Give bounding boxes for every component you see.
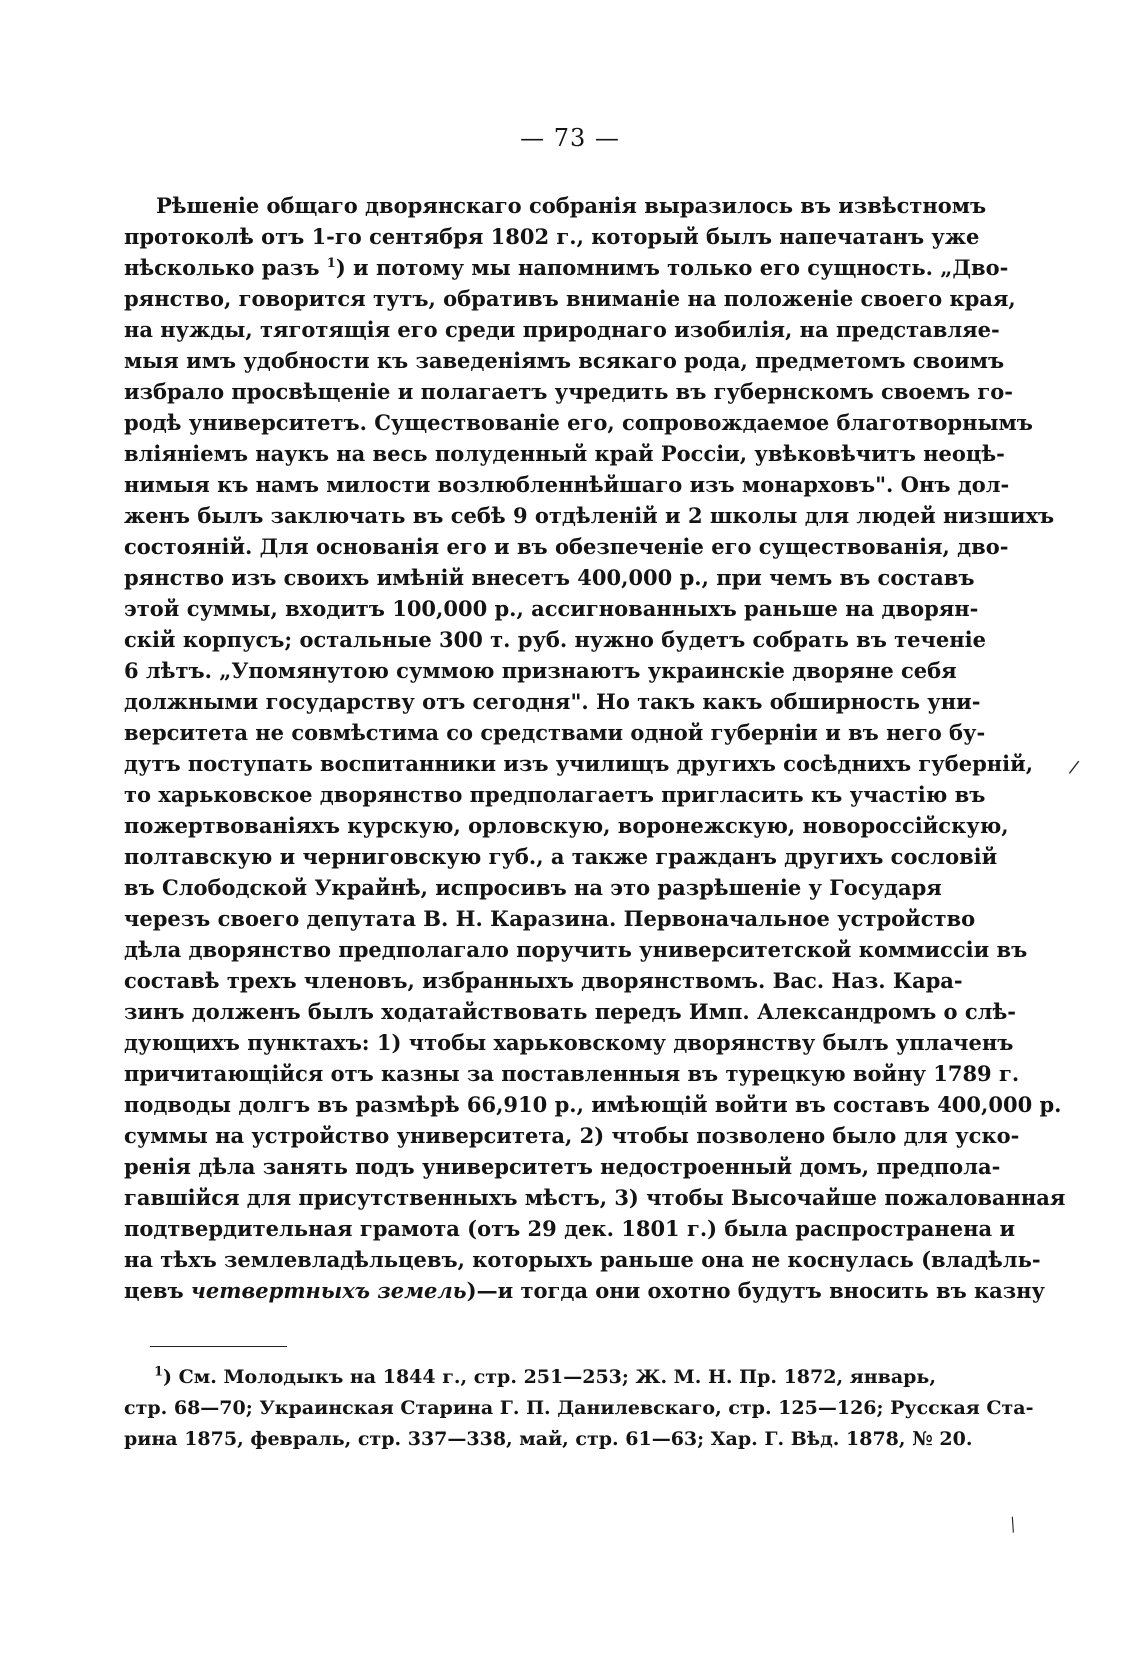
text-line: скій корпусъ; остальные 300 т. руб. нужно будетъ собрать въ теченіе	[124, 627, 986, 652]
text-line: мыя имъ удобности къ заведеніямъ всякаго рода, предметомъ своимъ	[124, 348, 1005, 373]
text-line: причитающійся отъ казны за поставленныя въ турецкую войну 1789 г.	[124, 1061, 1020, 1086]
text-line: пожертвованіяхъ курскую, орловскую, воронежскую, новороссійскую,	[124, 813, 1009, 838]
text-line: должными государству отъ сегодня". Но такъ какъ обширность уни-	[124, 689, 981, 714]
text-line: 6 лѣтъ. „Упомянутою суммою признаютъ украинскіе дворяне себя	[124, 658, 957, 683]
text-fragment: ) См. Молодыкъ на 1844 г., стр. 251—253; Ж. М. Н. Пр. 1872, январь,	[163, 1366, 936, 1388]
text-line: рянство, говорится тутъ, обративъ вниманіе на положеніе своего края,	[124, 286, 1016, 311]
text-line: дующихъ пунктахъ: 1) чтобы харьковскому дворянству былъ уплаченъ	[124, 1030, 1014, 1055]
text-line: женъ былъ заключать въ себѣ 9 отдѣленій и 2 школы для людей низшихъ	[124, 503, 1055, 528]
text-line: Рѣшеніе общаго дворянскаго собранія выразилось въ извѣстномъ	[156, 193, 987, 218]
text-line: состояній. Для основанія его и въ обезпеченіе его существованія, дво-	[124, 534, 1009, 559]
text-line: суммы на устройство университета, 2) чтобы позволено было для уско-	[124, 1123, 1020, 1148]
text-line: этой суммы, входитъ 100,000 р., ассигнованныхъ раньше на дворян-	[124, 596, 979, 621]
text-line: черезъ своего депутата В. Н. Каразина. Первоначальное устройство	[124, 906, 976, 931]
text-line: составѣ трехъ членовъ, избранныхъ дворянствомъ. Вас. Наз. Кара-	[124, 968, 963, 993]
text-line: на тѣхъ землевладѣльцевъ, которыхъ раньше она не коснулась (владѣль-	[124, 1247, 1041, 1272]
text-line	[124, 1275, 1045, 1306]
footnote-marker: 1	[154, 1364, 164, 1380]
text-line: избрало просвѣщеніе и полагаетъ учредить въ губернскомъ своемъ го-	[124, 379, 1014, 404]
text-line: протоколѣ отъ 1-го сентября 1802 г., который былъ напечатанъ уже	[124, 224, 980, 249]
text-line: подводы долгъ въ размѣрѣ 66,910 р., имѣющій войти въ составъ 400,000 р.	[124, 1092, 1062, 1117]
text-line: подтвердительная грамота (отъ 29 дек. 1801 г.) была распространена и	[124, 1216, 1016, 1241]
text-line: дѣла дворянство предполагало поручить университетской коммиссіи въ	[124, 937, 1028, 962]
footnote-reference: 1	[326, 256, 336, 271]
text-line: гавшійся для присутственныхъ мѣстъ, 3) чтобы Высочайше пожалованная	[124, 1185, 1066, 1210]
text-fragment: цевъ	[124, 1278, 191, 1303]
text-fragment: нѣсколько разъ	[124, 255, 327, 280]
text-line: родѣ университетъ. Существованіе его, сопровождаемое благотворнымъ	[124, 410, 1033, 435]
footnote-line	[124, 1362, 936, 1393]
main-text-block	[124, 190, 1066, 1306]
margin-pencil-mark: /	[1067, 756, 1081, 779]
text-line: то харьковское дворянство предполагаетъ пригласить къ участію въ	[124, 782, 986, 807]
text-line	[124, 252, 1009, 283]
text-line: полтавскую и черниговскую губ., а также гражданъ другихъ сословій	[124, 844, 998, 869]
text-fragment: ) и потому мы напомнимъ только его сущность. „Дво-	[335, 255, 1009, 280]
text-line: нимыя къ намъ милости возлюбленнѣйшаго изъ монарховъ". Онъ дол-	[124, 472, 1010, 497]
page-number: — 73 —	[520, 124, 620, 152]
text-line: ренія дѣла занять подъ университетъ недостроенный домъ, предпола-	[124, 1154, 1001, 1179]
italic-text: четвертныхъ земель	[190, 1278, 467, 1303]
text-line: вліяніемъ наукъ на весь полуденный край Россіи, увѣковѣчитъ неоцѣ-	[124, 441, 1005, 466]
text-line: на нужды, тяготящія его среди природнаго изобилія, на представляе-	[124, 317, 1000, 342]
footnotes-block	[124, 1362, 1034, 1455]
text-line: рянство изъ своихъ имѣній внесетъ 400,000 р., при чемъ въ составъ	[124, 565, 975, 590]
text-line: дутъ поступать воспитанники изъ училищъ другихъ сосѣднихъ губерній,	[124, 751, 1034, 776]
text-fragment: )—и тогда они охотно будутъ вносить въ казну	[466, 1278, 1045, 1303]
footnote-separator	[150, 1346, 287, 1347]
text-line: верситета не совмѣстима со средствами одной губерніи и въ него бу-	[124, 720, 986, 745]
text-line: зинъ долженъ былъ ходатайствовать передъ Имп. Александромъ о слѣ-	[124, 999, 1016, 1024]
text-line: въ Слободской Украйнѣ, испросивъ на это разрѣшеніе у Государя	[124, 875, 942, 900]
footnote-line: стр. 68—70; Украинская Старина Г. П. Данилевскаго, стр. 125—126; Русская Ста-	[124, 1397, 1034, 1419]
footnote-line: рина 1875, февраль, стр. 337—338, май, стр. 61—63; Хар. Г. Вѣд. 1878, № 20.	[124, 1428, 973, 1450]
margin-pencil-mark: ⁄	[1006, 1516, 1021, 1535]
